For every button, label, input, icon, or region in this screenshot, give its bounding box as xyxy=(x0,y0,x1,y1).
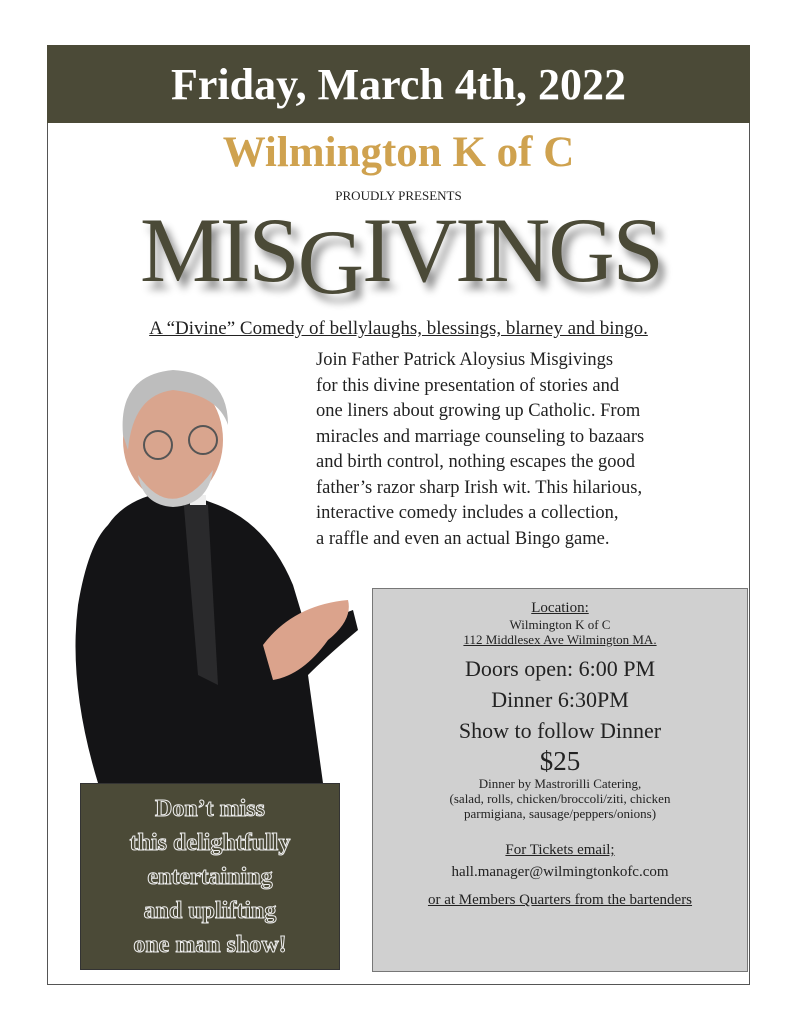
organization-name: Wilmington K of C xyxy=(222,129,575,176)
address: 112 Middlesex Ave Wilmington MA. xyxy=(463,632,657,647)
menu-line: parmigiana, sausage/peppers/onions) xyxy=(463,806,657,821)
priest-photo xyxy=(68,355,358,783)
promo-box xyxy=(80,783,340,970)
title-part: G xyxy=(297,211,363,313)
price: $25 xyxy=(539,746,581,776)
venue: Wilmington K of C xyxy=(509,617,611,632)
promo-line: this delightfully xyxy=(129,830,291,856)
doors-open: Doors open: 6:00 PM xyxy=(464,656,656,681)
promo-line: Don’t miss xyxy=(154,796,265,822)
description-line: interactive comedy includes a collection, xyxy=(316,503,619,523)
show-title xyxy=(140,199,662,313)
title-part: IVINGS xyxy=(362,199,662,301)
description-line: father’s razor sharp Irish wit. This hilarious, xyxy=(316,477,643,498)
tickets-label: For Tickets email; xyxy=(505,842,615,858)
description-line: Join Father Patrick Aloysius Misgivings xyxy=(316,350,614,370)
menu-line: (salad, rolls, chicken/broccoli/ziti, chicken xyxy=(449,791,671,806)
presents-label: PROUDLY PRESENTS xyxy=(335,188,462,203)
ticket-email[interactable]: hall.manager@wilmingtonkofc.com xyxy=(451,864,669,880)
location-label: Location: xyxy=(531,600,589,616)
event-info-box xyxy=(372,588,748,972)
promo-line: one man show! xyxy=(133,932,287,958)
description xyxy=(316,348,746,552)
caterer: Dinner by Mastrorilli Catering, xyxy=(478,776,642,791)
promo-line: and uplifting xyxy=(143,898,277,924)
event-date: Friday, March 4th, 2022 xyxy=(170,60,627,109)
promo-line: entertaining xyxy=(147,864,273,890)
show-time: Show to follow Dinner xyxy=(458,718,662,743)
description-line: for this divine presentation of stories and xyxy=(316,375,620,396)
description-line: and birth control, nothing escapes the good xyxy=(316,452,636,472)
dinner-time: Dinner 6:30PM xyxy=(491,687,629,712)
date-banner xyxy=(47,45,750,123)
description-line: a raffle and even an actual Bingo game. xyxy=(316,528,610,549)
title-part: MIS xyxy=(140,199,298,301)
description-line: one liners about growing up Catholic. From xyxy=(316,401,641,421)
tagline: A “Divine” Comedy of bellylaughs, blessings, blarney and bingo. xyxy=(149,318,648,339)
members-quarters-note: or at Members Quarters from the bartenders xyxy=(427,892,693,908)
description-line: miracles and marriage counseling to bazaars xyxy=(316,426,645,447)
